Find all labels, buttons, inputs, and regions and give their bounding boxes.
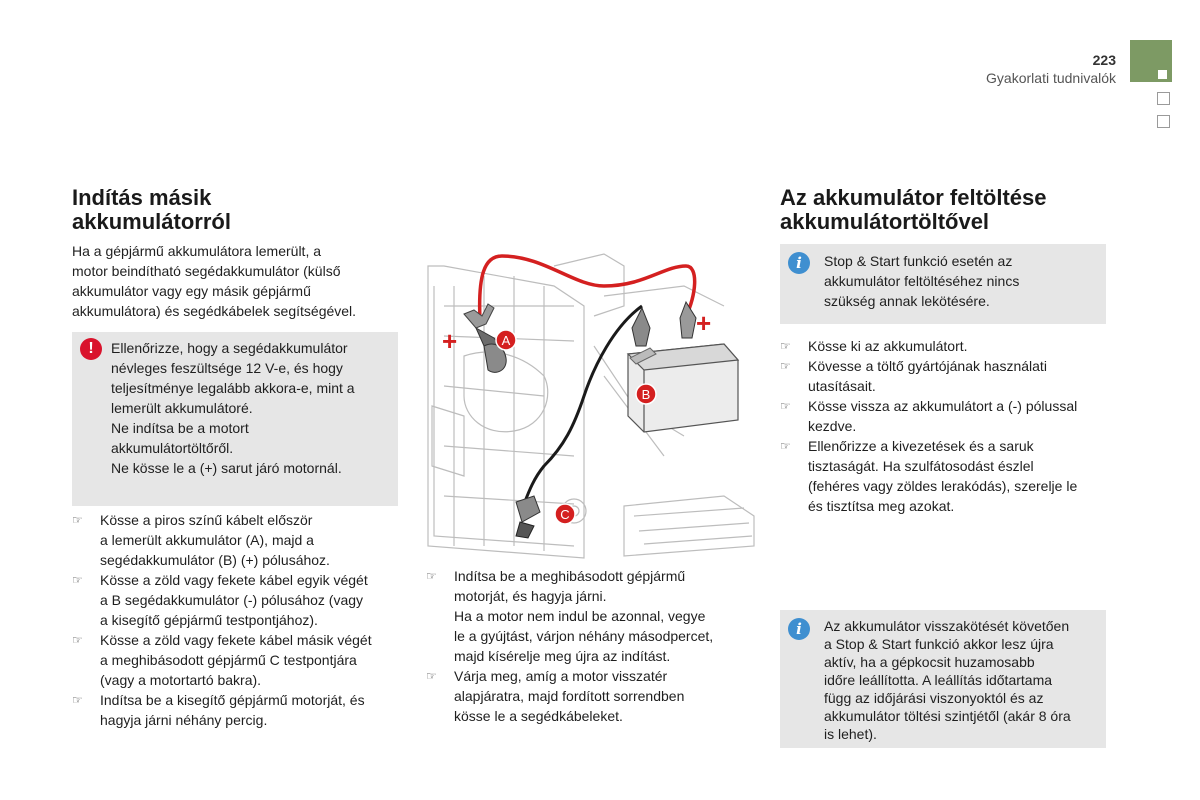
text-line: Ellenőrizze, hogy a segédakkumulátor: [111, 340, 348, 356]
text-line: alapjáratra, majd fordított sorrendben: [454, 688, 685, 704]
text-line: ☞ Kösse ki az akkumulátort.: [808, 338, 968, 354]
section-title-jump-start: [72, 186, 372, 234]
badge-b: [636, 384, 656, 404]
text-line: akkumulátortöltőről.: [111, 440, 234, 456]
text-line: időre leállította. A leállítás időtartama: [824, 672, 1053, 688]
text-line: Ha a motor nem indul be azonnal, vegye: [454, 608, 706, 624]
text-line: akkumulátor vagy egy másik gépjármű: [72, 283, 311, 299]
text-line: ☞ Ellenőrizze a kivezetések és a saruk: [808, 438, 1034, 454]
text-line: (fehéres vagy zöldes lerakódás), szerelje le: [808, 478, 1078, 494]
chapter-tab-marker: [1158, 70, 1167, 79]
text-line: kezdve.: [808, 418, 857, 434]
list-item: [72, 510, 402, 570]
charging-steps: [780, 336, 1110, 516]
badge-c: [555, 504, 575, 524]
info-text: [824, 617, 1100, 743]
jump-start-diagram: [424, 246, 764, 566]
jump-start-steps: [72, 510, 402, 730]
clamp-b-positive: [680, 302, 696, 338]
text-line: a Stop & Start funkció akkor lesz újra: [824, 636, 1054, 652]
text-line: a meghibásodott gépjármű C testpontjára: [100, 652, 357, 668]
intro-paragraph: [72, 241, 402, 321]
info-icon: i: [788, 252, 810, 274]
badge-a: [496, 330, 516, 350]
title-line: akkumulátorról: [72, 209, 231, 234]
chapter-tab-box: [1157, 92, 1170, 105]
text-line: ☞ Kösse vissza az akkumulátort a (-) pólussal: [808, 398, 1078, 414]
text-line: tisztaságát. Ha szulfátosodást észlel: [808, 458, 1034, 474]
text-line: akkumulátor töltési szintjétől (akár 8 óra: [824, 708, 1071, 724]
list-item: [72, 630, 402, 690]
list-item: [780, 356, 1110, 396]
text-line: majd kísérelje meg újra az indítást.: [454, 648, 671, 664]
section-title-charging: [780, 186, 1110, 234]
text-line: le a gyújtást, várjon néhány másodpercet,: [454, 628, 714, 644]
title-line: Indítás másik: [72, 185, 212, 210]
text-line: és tisztítsa meg azokat.: [808, 498, 955, 514]
red-cable: [480, 256, 695, 320]
list-item: [72, 690, 402, 730]
text-line: Ha a gépjármű akkumulátora lemerült, a: [72, 243, 322, 259]
plus-sign-a: +: [442, 326, 458, 356]
warning-text: [111, 338, 391, 478]
list-item: [426, 666, 756, 726]
text-line: akkumulátor feltöltéséhez nincs: [824, 273, 1020, 289]
text-line: névleges feszültsége 12 V-e, és hogy: [111, 360, 343, 376]
start-engine-steps: [426, 566, 756, 726]
text-line: Ne kösse le a (+) sarut járó motornál.: [111, 460, 342, 476]
info-text: [824, 251, 1094, 311]
text-line: a kisegítő gépjármű testpontjához).: [100, 612, 318, 628]
text-line: szükség annak lekötésére.: [824, 293, 990, 309]
page-number: 223: [1092, 52, 1116, 68]
list-item: [780, 436, 1110, 516]
plus-sign-b: +: [696, 308, 712, 338]
badge-a-label: A: [501, 333, 511, 348]
text-line: Ne indítsa be a motort: [111, 420, 249, 436]
text-line: motor beindítható segédakkumulátor (külső: [72, 263, 341, 279]
text-line: utasításait.: [808, 378, 876, 394]
chapter-title: Gyakorlati tudnivalók: [986, 70, 1116, 86]
text-line: Az akkumulátor visszakötését követően: [824, 618, 1070, 634]
badge-b-label: B: [641, 387, 651, 402]
text-line: akkumulátora) és segédkábelek segítségével.: [72, 303, 357, 319]
text-line: segédakkumulátor (B) (+) pólusához.: [100, 552, 330, 568]
info-icon: i: [788, 618, 810, 640]
text-line: motorját, és hagyja járni.: [454, 588, 607, 604]
text-line: ☞ Várja meg, amíg a motor visszatér: [454, 668, 668, 684]
text-line: teljesítménye legalább akkora-e, mint a: [111, 380, 355, 396]
warning-icon: !: [80, 338, 102, 360]
chapter-tab-box: [1157, 115, 1170, 128]
title-line: akkumulátortöltővel: [780, 209, 990, 234]
list-item: [426, 566, 756, 666]
black-cable: [524, 306, 642, 504]
text-line: ☞ Indítsa be a meghibásodott gépjármű: [454, 568, 686, 584]
text-line: ☞ Indítsa be a kisegítő gépjármű motorját, és: [100, 692, 365, 708]
text-line: a lemerült akkumulátor (A), majd a: [100, 532, 314, 548]
text-line: függ az időjárási viszonyoktól és az: [824, 690, 1044, 706]
badge-c-label: C: [560, 507, 570, 522]
clamp-c: [516, 496, 540, 538]
text-line: ☞ Kösse a zöld vagy fekete kábel másik végét: [100, 632, 372, 648]
list-item: [780, 336, 1110, 356]
text-line: (vagy a motortartó bakra).: [100, 672, 262, 688]
text-line: ☞ Kövesse a töltő gyártójának használati: [808, 358, 1047, 374]
text-line: aktív, ha a gépkocsit huzamosabb: [824, 654, 1035, 670]
text-line: hagyja járni néhány percig.: [100, 712, 268, 728]
text-line: ☞ Kösse a zöld vagy fekete kábel egyik végét: [100, 572, 368, 588]
list-item: [72, 570, 402, 630]
text-line: lemerült akkumulátoré.: [111, 400, 253, 416]
text-line: ☞ Kösse a piros színű kábelt először: [100, 512, 313, 528]
title-line: Az akkumulátor feltöltése: [780, 185, 1047, 210]
text-line: a B segédakkumulátor (-) pólusához (vagy: [100, 592, 364, 608]
text-line: Stop & Start funkció esetén az: [824, 253, 1013, 269]
text-line: kösse le a segédkábeleket.: [454, 708, 623, 724]
text-line: is lehet).: [824, 726, 877, 742]
list-item: [780, 396, 1110, 436]
